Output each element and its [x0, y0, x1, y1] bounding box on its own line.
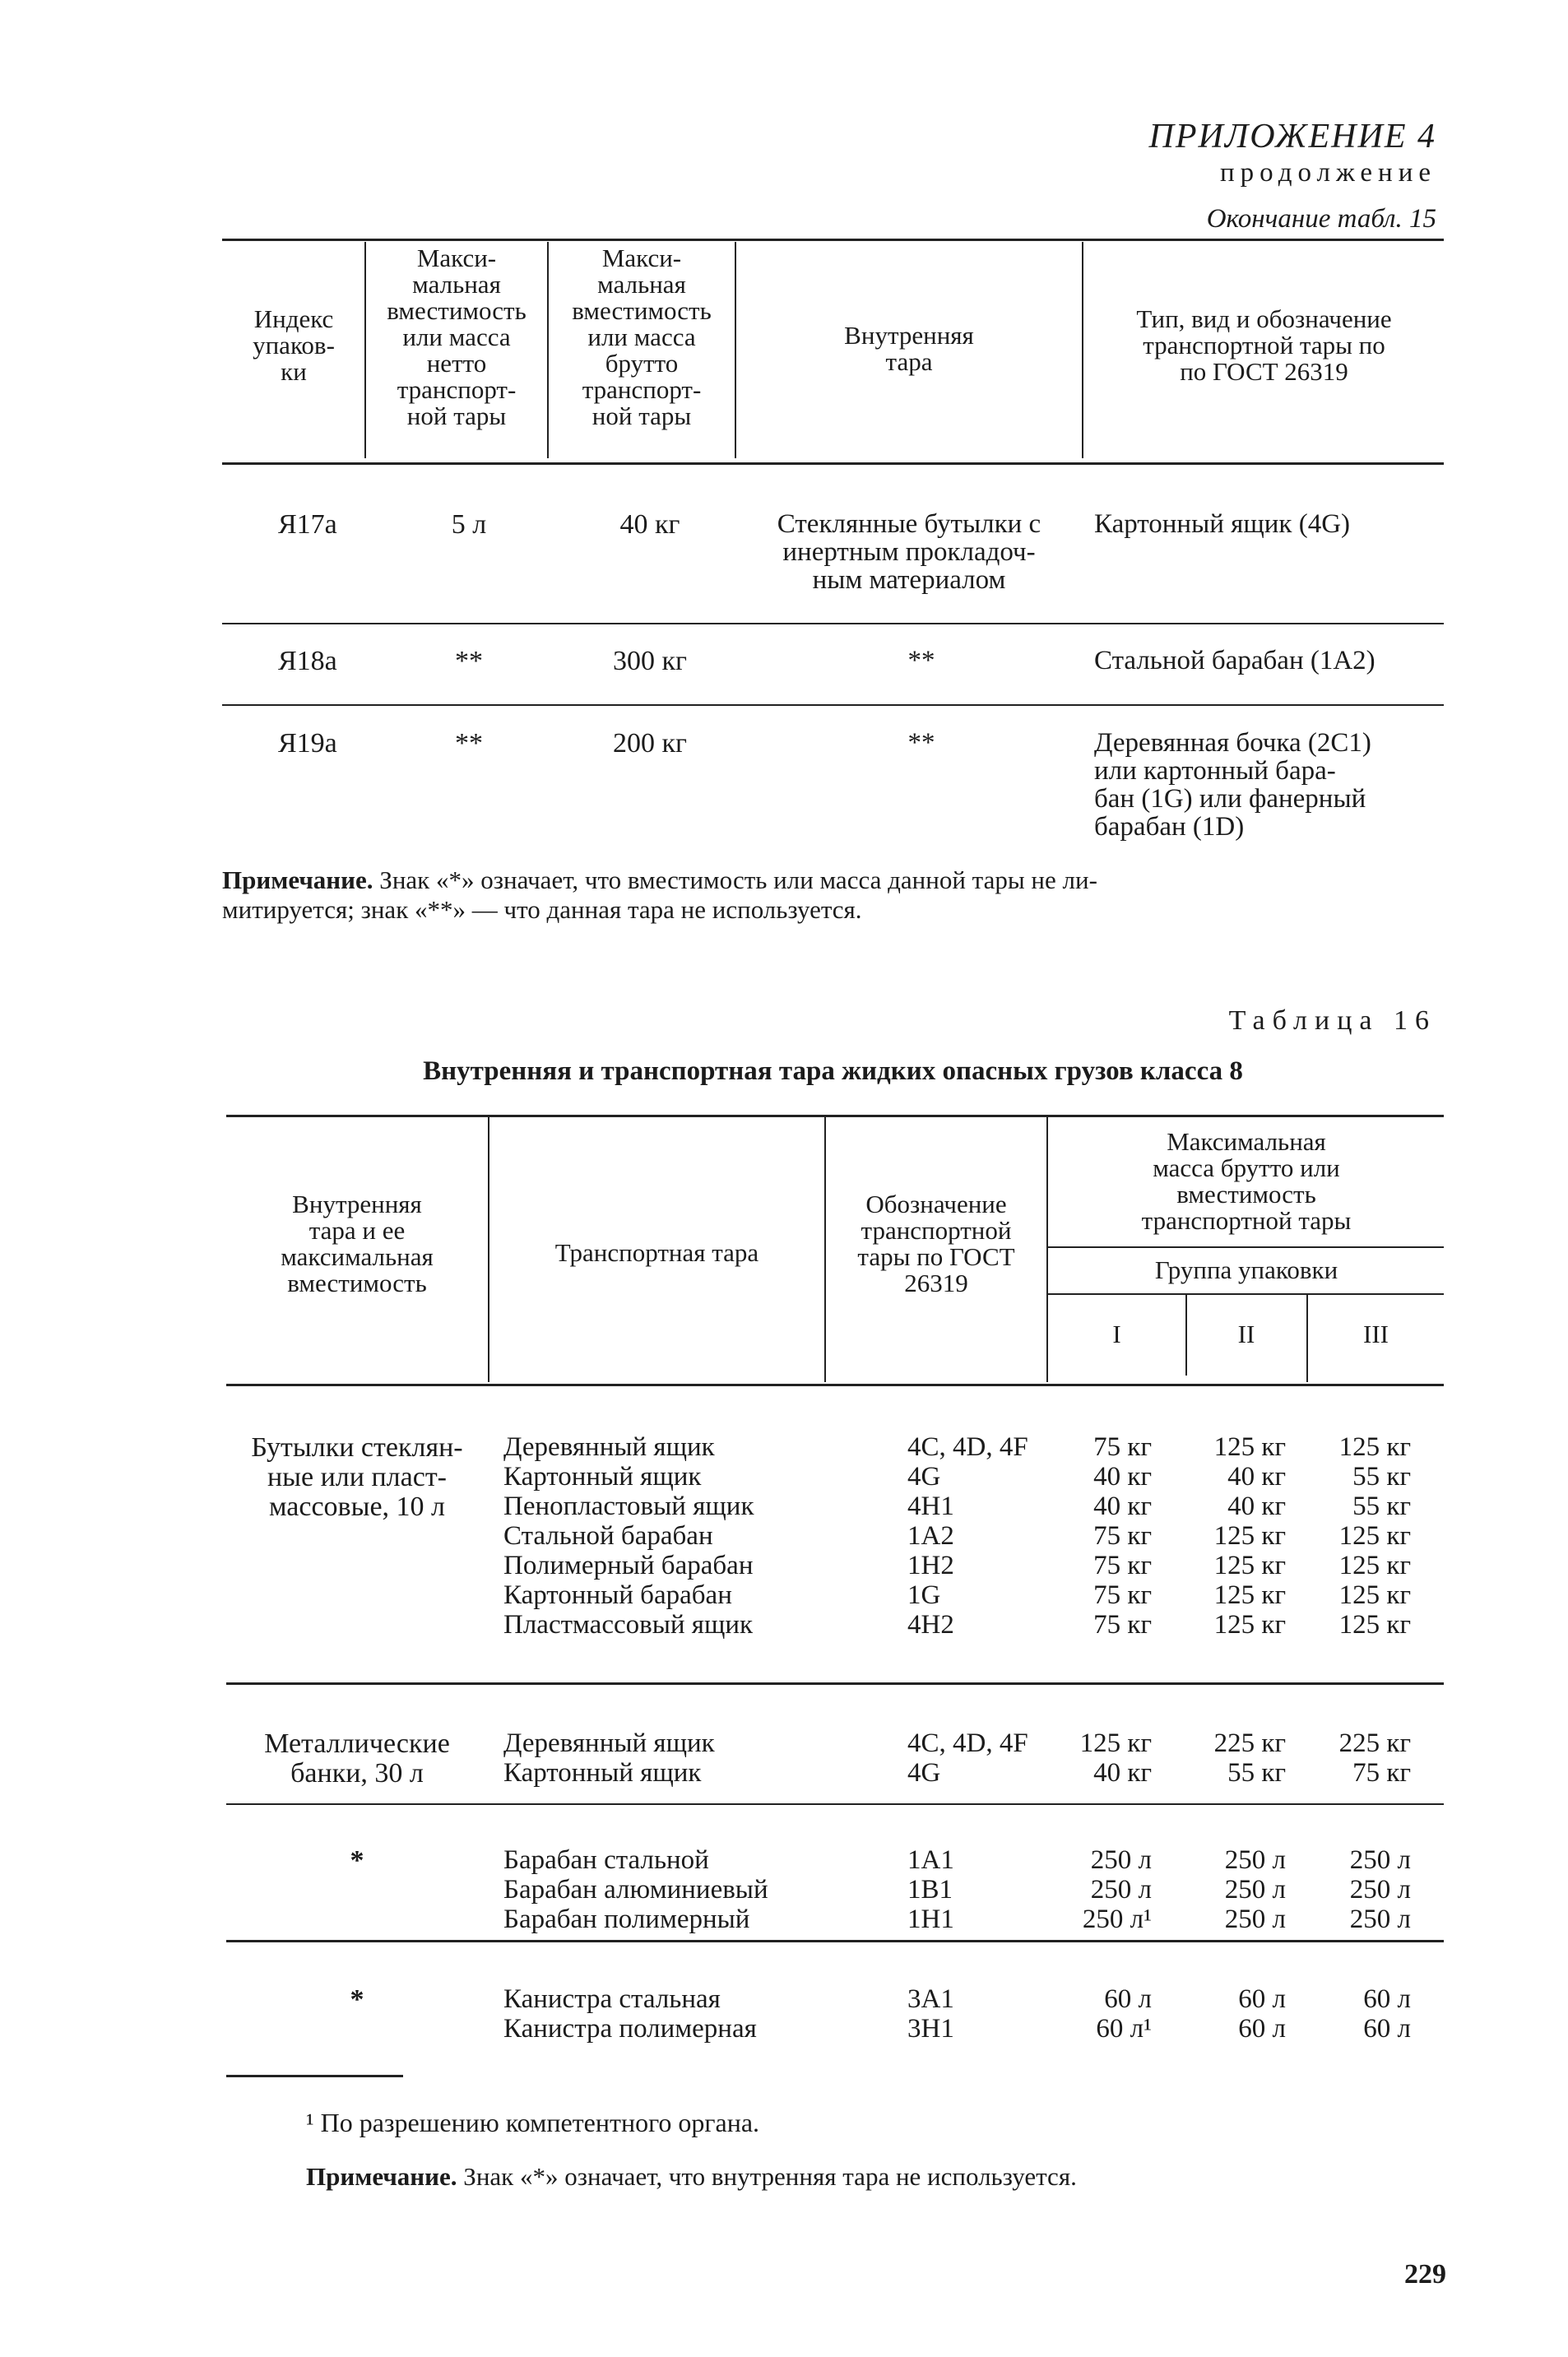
- footnote: ¹ По разрешению компетентного органа.: [306, 2108, 760, 2137]
- cell-line: **: [907, 728, 935, 758]
- table-cell-transport: [1094, 729, 1371, 841]
- column-header-group-2: II: [1237, 1320, 1255, 1348]
- cell-line: бан (1G) или фанерный: [1094, 784, 1366, 814]
- group-3-value: 60 л: [1363, 2014, 1411, 2044]
- column-header-line: транспортной тары по: [1143, 331, 1385, 360]
- group-3-value: 125 кг: [1338, 1521, 1411, 1551]
- transport-packaging: Барабан стальной: [503, 1845, 709, 1875]
- transport-packaging: Барабан алюминиевый: [503, 1875, 768, 1905]
- column-header-inner: [737, 322, 1081, 375]
- group-2-value: 125 кг: [1213, 1551, 1286, 1580]
- cell-line: барабан (1D): [1094, 812, 1245, 842]
- column-header-line: транспортной тары: [1141, 1206, 1352, 1235]
- header-subrule: [1048, 1246, 1444, 1248]
- cell-line: инертным прокладоч-: [782, 537, 1036, 567]
- group-3-value: 60 л: [1363, 1984, 1411, 2014]
- group-2-value: 125 кг: [1213, 1432, 1286, 1462]
- group-2-value: 55 кг: [1227, 1758, 1286, 1788]
- group-3-value: 75 кг: [1352, 1758, 1411, 1788]
- table-cell-index: Я18а: [278, 646, 337, 676]
- note-label: Примечание.: [306, 2162, 457, 2191]
- designation: 1Н1: [907, 1905, 954, 1934]
- header-bottom-rule: [226, 1384, 1444, 1386]
- designation: 1А2: [907, 1521, 954, 1551]
- group-3-value: 125 кг: [1338, 1432, 1411, 1462]
- column-header-line: или масса: [402, 322, 511, 351]
- table-cell-net: **: [455, 646, 483, 676]
- transport-packaging: Канистра полимерная: [503, 2014, 757, 2044]
- group-1-value: 40 кг: [1093, 1492, 1152, 1521]
- column-header-line: мальная: [597, 270, 686, 299]
- column-header-line: или масса: [587, 322, 696, 351]
- table-cell-net: 5 л: [451, 509, 487, 540]
- group-1-value: 75 кг: [1093, 1580, 1152, 1610]
- column-header-max: [1049, 1129, 1444, 1234]
- group-3-value: 125 кг: [1338, 1610, 1411, 1640]
- cell-line: Картонный ящик (4G): [1094, 509, 1351, 539]
- group-1-value: 250 л¹: [1082, 1905, 1152, 1934]
- inner-packaging: Металлические: [264, 1728, 450, 1759]
- group-2-value: 250 л: [1224, 1875, 1286, 1905]
- group-1-value: 40 кг: [1093, 1462, 1152, 1492]
- table-cell-inner: [856, 647, 987, 675]
- column-header-gross: [550, 245, 734, 429]
- designation: 4С, 4D, 4F: [907, 1432, 1028, 1462]
- designation: 4G: [907, 1758, 941, 1788]
- group-1-value: 60 л¹: [1096, 2014, 1152, 2044]
- column-header-line: 26319: [904, 1269, 968, 1297]
- transport-packaging: Барабан полимерный: [503, 1905, 750, 1934]
- group-2-value: 60 л: [1238, 2014, 1286, 2044]
- group-3-value: 125 кг: [1338, 1580, 1411, 1610]
- column-header-line: по ГОСТ 26319: [1180, 357, 1348, 386]
- column-header-line: ки: [281, 357, 307, 386]
- column-header-line: ной тары: [406, 401, 507, 430]
- table-cell-inner: [856, 729, 987, 757]
- table-end-label: Окончание табл. 15: [1206, 204, 1436, 234]
- cell-line: Деревянная бочка (2С1): [1094, 728, 1371, 758]
- cell-line: Стеклянные бутылки с: [777, 509, 1041, 539]
- column-header-line: ной тары: [591, 401, 692, 430]
- transport-packaging: Картонный барабан: [503, 1580, 732, 1610]
- table-cell-gross: 40 кг: [619, 509, 680, 540]
- group-1-value: 250 л: [1090, 1875, 1152, 1905]
- group-3-value: 250 л: [1349, 1905, 1411, 1934]
- transport-packaging: Пластмассовый ящик: [503, 1610, 754, 1640]
- column-divider: [547, 242, 549, 458]
- column-header-line: транспорт-: [582, 375, 702, 404]
- group-1-value: 75 кг: [1093, 1432, 1152, 1462]
- group-2-value: 125 кг: [1213, 1580, 1286, 1610]
- group-1-value: 40 кг: [1093, 1758, 1152, 1788]
- designation: 1Н2: [907, 1551, 954, 1580]
- column-header-line: Тип, вид и обозначение: [1136, 304, 1392, 333]
- column-header-line: вместимость: [287, 1269, 427, 1297]
- row-divider: [222, 704, 1444, 706]
- group-2-value: 125 кг: [1213, 1610, 1286, 1640]
- column-header-line: Максимальная: [1167, 1127, 1326, 1156]
- designation: 4Н1: [907, 1492, 954, 1521]
- cell-line: **: [907, 646, 935, 675]
- column-header-line: транспортной: [861, 1216, 1012, 1245]
- inner-packaging: ные или пласт-: [267, 1462, 447, 1492]
- note-text: Знак «*» означает, что внутренняя тара не используется.: [463, 2162, 1077, 2191]
- column-header-net: [367, 245, 546, 429]
- group-3-value: 250 л: [1349, 1845, 1411, 1875]
- transport-packaging: Деревянный ящик: [503, 1728, 715, 1758]
- page-number: 229: [1404, 2259, 1446, 2290]
- table-cell-gross: 300 кг: [613, 646, 687, 676]
- table-16-note: [306, 2162, 1077, 2192]
- column-header-line: тара и ее: [308, 1216, 406, 1245]
- column-header-line: Внутренняя: [292, 1190, 422, 1218]
- column-header-line: Макси-: [416, 244, 497, 272]
- table-cell-transport: [1094, 510, 1350, 538]
- column-header-line: мальная: [412, 270, 501, 299]
- group-3-value: 125 кг: [1338, 1551, 1411, 1580]
- group-1-value: 75 кг: [1093, 1610, 1152, 1640]
- column-header-line: брутто: [605, 349, 679, 378]
- column-header-line: нетто: [426, 349, 487, 378]
- inner-packaging: *: [350, 1845, 364, 1876]
- column-header-line: вместимость: [572, 296, 712, 325]
- table-cell-transport: [1094, 647, 1375, 675]
- column-header-line: Внутренняя: [844, 321, 974, 350]
- column-header-line: масса брутто или: [1153, 1153, 1340, 1182]
- group-2-value: 40 кг: [1227, 1492, 1286, 1521]
- group-1-value: 125 кг: [1079, 1728, 1152, 1758]
- designation: 1А1: [907, 1845, 954, 1875]
- group-3-value: 55 кг: [1352, 1492, 1411, 1521]
- column-header-line: вместимость: [1176, 1180, 1316, 1209]
- cell-line: или картонный бара-: [1094, 756, 1336, 786]
- column-header-group-1: I: [1112, 1320, 1121, 1348]
- column-divider: [735, 242, 736, 458]
- transport-packaging: Картонный ящик: [503, 1758, 702, 1788]
- column-header-line: максимальная: [281, 1242, 434, 1271]
- group-2-value: 225 кг: [1213, 1728, 1286, 1758]
- column-header-group-3: III: [1363, 1320, 1389, 1348]
- table-cell-index: Я17а: [278, 509, 337, 540]
- group-1-value: 75 кг: [1093, 1521, 1152, 1551]
- table-top-rule: [222, 239, 1444, 241]
- column-header-transport: Транспортная тара: [554, 1238, 759, 1267]
- note-text: митируется; знак «**» — что данная тара не используется.: [222, 895, 862, 924]
- column-header-line: Обозначение: [865, 1190, 1007, 1218]
- column-header-line: тары по ГОСТ: [857, 1242, 1015, 1271]
- note-label: Примечание.: [222, 865, 373, 894]
- row-divider: [222, 623, 1444, 624]
- column-header-line: упаков-: [253, 331, 335, 360]
- footnote-rule: [226, 2075, 403, 2077]
- column-divider: [488, 1117, 489, 1382]
- column-divider: [824, 1117, 826, 1382]
- designation: 4С, 4D, 4F: [907, 1728, 1028, 1758]
- column-header-line: вместимость: [387, 296, 527, 325]
- column-divider: [1046, 1117, 1048, 1382]
- inner-packaging: Бутылки стеклян-: [251, 1432, 463, 1463]
- header-subrule: [1048, 1293, 1444, 1295]
- transport-packaging: Деревянный ящик: [503, 1432, 715, 1462]
- column-header-index: [224, 306, 364, 385]
- group-1-value: 60 л: [1104, 1984, 1152, 2014]
- header-bottom-rule: [222, 462, 1444, 465]
- cell-line: Стальной барабан (1А2): [1094, 646, 1375, 675]
- appendix-title: ПРИЛОЖЕНИЕ 4: [1148, 118, 1436, 155]
- transport-packaging: Пенопластовый ящик: [503, 1492, 754, 1521]
- group-3-value: 225 кг: [1338, 1728, 1411, 1758]
- inner-packaging: массовые, 10 л: [268, 1492, 445, 1522]
- column-divider: [364, 242, 366, 458]
- designation: 4G: [907, 1462, 941, 1492]
- column-header-inner: [228, 1191, 486, 1297]
- transport-packaging: Стальной барабан: [503, 1521, 713, 1551]
- column-header-line: транспорт-: [397, 375, 517, 404]
- note-text: Знак «*» означает, что вместимость или масса данной тары не ли-: [379, 865, 1097, 894]
- transport-packaging: Картонный ящик: [503, 1462, 702, 1492]
- designation: 1G: [907, 1580, 941, 1610]
- table-15-note: [222, 865, 1440, 925]
- designation: 4Н2: [907, 1610, 954, 1640]
- inner-packaging: *: [350, 1984, 364, 2015]
- table-cell-gross: 200 кг: [613, 728, 687, 759]
- section-divider: [226, 1682, 1444, 1685]
- transport-packaging: Канистра стальная: [503, 1984, 721, 2014]
- column-header-group: Группа упаковки: [1154, 1255, 1338, 1284]
- group-2-value: 40 кг: [1227, 1462, 1286, 1492]
- table-cell-net: **: [455, 728, 483, 759]
- transport-packaging: Полимерный барабан: [503, 1551, 754, 1580]
- group-2-value: 125 кг: [1213, 1521, 1286, 1551]
- table-cell-inner: [736, 510, 1082, 594]
- designation: 3А1: [907, 1984, 954, 2014]
- column-header-line: Индекс: [253, 304, 334, 333]
- group-3-value: 250 л: [1349, 1875, 1411, 1905]
- group-1-value: 250 л: [1090, 1845, 1152, 1875]
- cell-line: ным материалом: [812, 565, 1006, 595]
- table-top-rule: [226, 1115, 1444, 1117]
- group-3-value: 55 кг: [1352, 1462, 1411, 1492]
- table-16-title: Внутренняя и транспортная тара жидких опасных грузов класса 8: [423, 1056, 1243, 1086]
- column-header-line: Макси-: [601, 244, 682, 272]
- group-1-value: 75 кг: [1093, 1551, 1152, 1580]
- group-2-value: 60 л: [1238, 1984, 1286, 2014]
- designation: 1В1: [907, 1875, 953, 1905]
- section-divider: [226, 1803, 1444, 1805]
- section-divider: [226, 1940, 1444, 1942]
- table-cell-index: Я19а: [278, 728, 337, 759]
- designation: 3Н1: [907, 2014, 954, 2044]
- column-header-line: тара: [885, 347, 933, 376]
- inner-packaging: банки, 30 л: [290, 1758, 424, 1789]
- group-2-value: 250 л: [1224, 1905, 1286, 1934]
- continuation-label: продолжение: [1219, 158, 1436, 188]
- column-divider: [1082, 242, 1083, 458]
- column-header-transport: [1084, 306, 1444, 385]
- table-16-label: Таблица 16: [1228, 1005, 1436, 1036]
- group-2-value: 250 л: [1224, 1845, 1286, 1875]
- column-header-designation: [827, 1191, 1046, 1297]
